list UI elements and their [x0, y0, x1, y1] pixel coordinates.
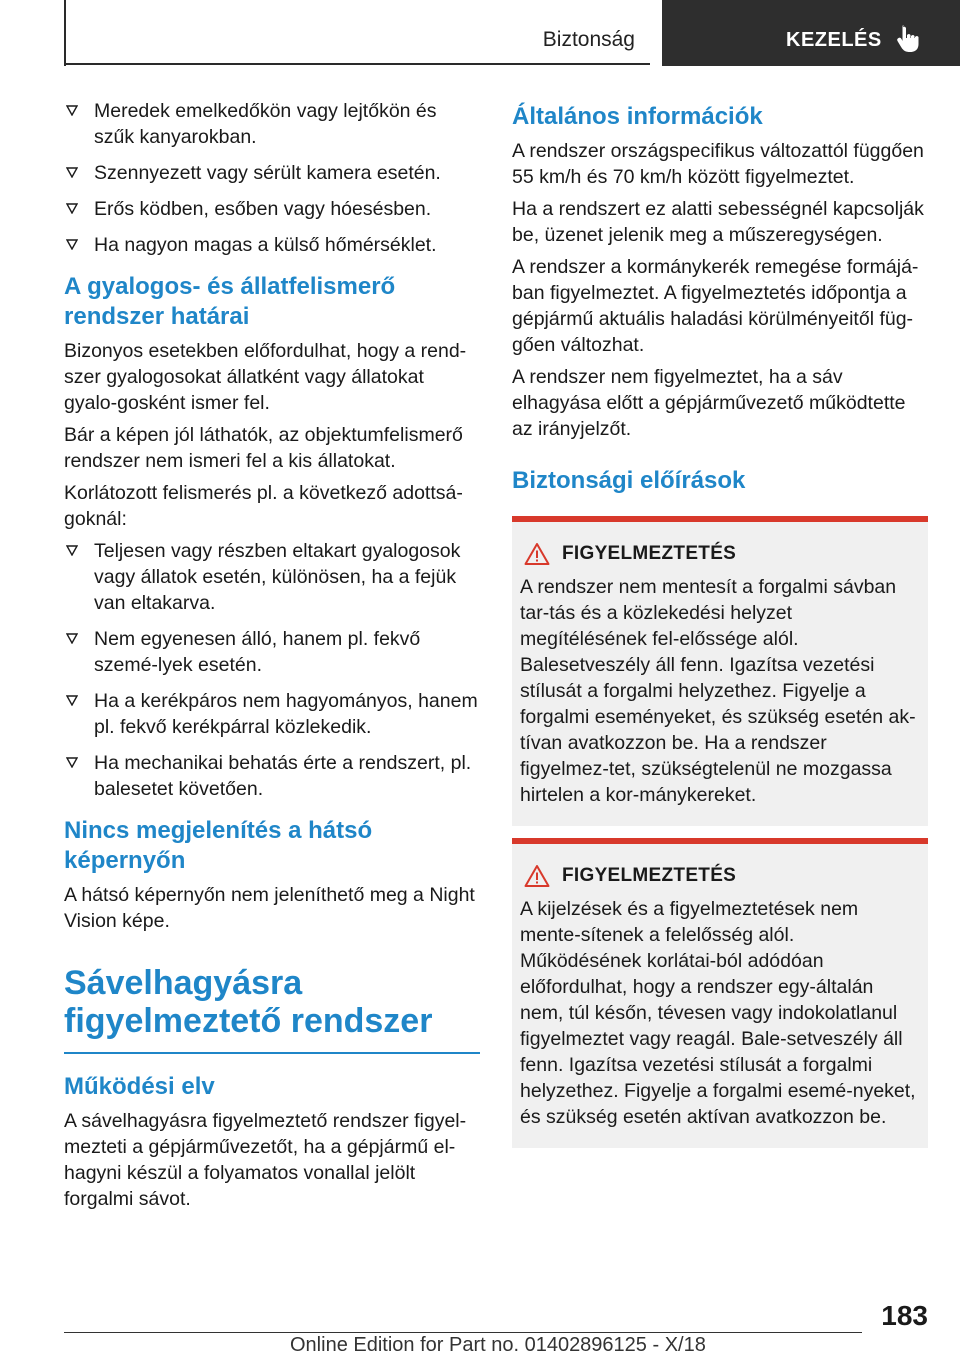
page-number: 183: [881, 1300, 928, 1331]
list-item: [64, 232, 480, 258]
list-item: [64, 750, 480, 802]
list-item: [64, 688, 480, 740]
warning-box: [512, 516, 928, 826]
list-item: [64, 160, 480, 186]
header-chapter-title: KEZELÉS: [786, 29, 882, 51]
list-item: [64, 196, 480, 222]
paragraph: Bár a képen jól láthatók, az objektumfelismerő rendszer nem ismeri fel a kis állatokat.: [64, 424, 463, 472]
list-item: [64, 626, 480, 678]
triangle-bullet-icon: [66, 105, 78, 116]
paragraph: A sávelhagyásra figyelmeztető rendszer figyel-mezteti a gépjárművezetőt, ha a gépjármű el-hagyni készül a folyamatos vonallal jelölt forgalmi sávot.: [64, 1110, 467, 1210]
heading-pedestrian-limits: A gyalogos- és állatfelismerő rendszer határai: [64, 273, 396, 330]
warning-header: [520, 542, 920, 566]
list-item-text: Ha a kerékpáros nem hagyományos, hanem pl. fekvő kerékpárral közlekedik.: [94, 690, 478, 738]
heading-lane-departure-warning: Sávelhagyásra figyelmeztető rendszer: [64, 964, 433, 1040]
footer-rule: [64, 1332, 862, 1333]
paragraph: Ha a rendszert ez alatti sebességnél kapcsolják be, üzenet jelenik meg a műszeregységen.: [512, 198, 924, 246]
hand-pointer-icon: [894, 24, 924, 54]
paragraph: A rendszer a kormánykerék remegése formájá-ban figyelmeztet. A figyelmeztetés időpontja a gépjármű aktuális haladási körülményeitől füg-gően változhat.: [512, 256, 919, 356]
triangle-bullet-icon: [66, 695, 78, 706]
warning-text: A kijelzések és a figyelmeztetések nem mente-sítenek a felelősség alól. Működésének korlátai-ból adódóan előfordulhat, hogy a rendszer egy-általán nem, túl későn, tévesen vagy indokolatlanul figyelmeztet vagy reagál. Bale-setveszély áll fenn. Igazítsa vezetési stílusát a forgalmi helyzethez. Figyelje a forgalmi esemé-nyeket, és szükség esetén aktívan avatkozzon be.: [520, 898, 916, 1128]
list-item: [64, 538, 480, 616]
triangle-bullet-icon: [66, 203, 78, 214]
triangle-bullet-icon: [66, 167, 78, 178]
heading-operating-principle: Működési elv: [64, 1073, 215, 1100]
footer-edition: Online Edition for Part no. 01402896125 - X/18: [290, 1334, 706, 1356]
list-item-text: Szennyezett vagy sérült kamera esetén.: [94, 162, 441, 184]
list-item-text: Ha mechanikai behatás érte a rendszert, pl. balesetet követően.: [94, 752, 472, 800]
header-rule-left: [64, 0, 66, 66]
triangle-bullet-icon: [66, 757, 78, 768]
list-item-text: Nem egyenesen álló, hanem pl. fekvő szemé-lyek esetén.: [94, 628, 421, 676]
heading-safety-notes: Biztonsági előírások: [512, 467, 746, 494]
recognition-limits-list: [64, 538, 480, 802]
warning-title: FIGYELMEZTETÉS: [562, 543, 737, 564]
paragraph: A rendszer nem figyelmeztet, ha a sáv elhagyása előtt a gépjárművezető működtette az irányjelzőt.: [512, 366, 906, 440]
header-rule-bottom: [64, 63, 650, 65]
heading-rule: [64, 1052, 480, 1054]
warning-header: [520, 864, 920, 888]
warning-box: [512, 838, 928, 1148]
list-item-text: Teljesen vagy részben eltakart gyalogosok vagy állatok esetén, különösen, ha a fejük van eltakarva.: [94, 540, 461, 614]
list-item-text: Ha nagyon magas a külső hőmérséklet.: [94, 234, 437, 256]
list-item: [64, 98, 480, 150]
right-column: [512, 98, 928, 1160]
warning-triangle-icon: [524, 542, 550, 566]
paragraph: Korlátozott felismerés pl. a következő adottsá-goknál:: [64, 482, 463, 530]
limitations-list: [64, 98, 480, 258]
warning-text: A rendszer nem mentesít a forgalmi sávban tar-tás és a közlekedési helyzet megítélésének fel-előssége alól. Balesetveszély áll fenn. Igazítsa vezetési stílusát a forgalmi helyzethez. Figyelje a forgalmi eseményeket, és szükség esetén ak-tívan avatkozzon be. Ha a rendszer figyelmez-tet, szükségtelenül ne mozgassa hirtelen a kor-mánykereket.: [520, 576, 916, 806]
paragraph: A rendszer országspecifikus változattól függően 55 km/h és 70 km/h között figyelmeztet.: [512, 140, 924, 188]
paragraph: A hátsó képernyőn nem jeleníthető meg a Night Vision képe.: [64, 884, 475, 932]
triangle-bullet-icon: [66, 239, 78, 250]
heading-rear-screen: Nincs megjelenítés a hátsó képernyőn: [64, 817, 373, 874]
heading-general-info: Általános információk: [512, 103, 763, 130]
list-item-text: Erős ködben, esőben vagy hóesésben.: [94, 198, 432, 220]
page-header: [0, 0, 960, 66]
left-column: [64, 98, 480, 1218]
triangle-bullet-icon: [66, 633, 78, 644]
warning-title: FIGYELMEZTETÉS: [562, 865, 737, 886]
list-item-text: Meredek emelkedőkön vagy lejtőkön és szűk kanyarokban.: [94, 100, 437, 148]
warning-triangle-icon: [524, 864, 550, 888]
header-section-title: Biztonság: [542, 28, 635, 51]
paragraph: Bizonyos esetekben előfordulhat, hogy a rend-szer gyalogosokat állatként vagy állatokat gyalo-gosként ismer fel.: [64, 340, 467, 414]
triangle-bullet-icon: [66, 545, 78, 556]
